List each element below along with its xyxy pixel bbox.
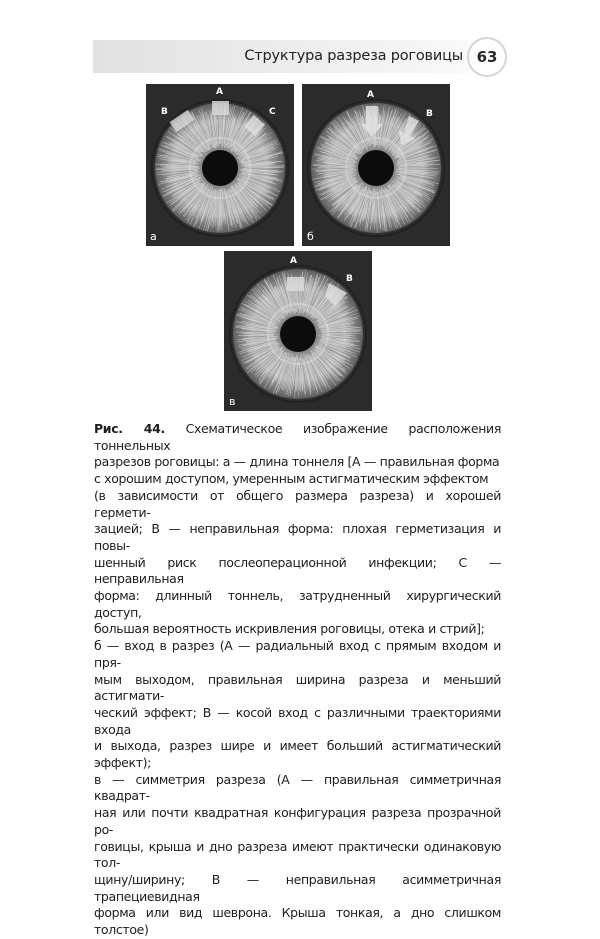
figure-panel-b — [302, 84, 450, 246]
running-title: Структура разреза роговицы — [244, 48, 463, 64]
panel-letter-c: в — [229, 395, 236, 408]
caption-text: Схематическое изображение расположения тоннельных разрезов роговицы: а — длина тоннеля [А — правильная форма с хорошим доступом, умеренным астигматическим эффектом (в зависимости от общего размера разреза) и хорошей гермети- зацией; В — неправильная форма: плохая герметизация и повы- шенный риск послеоперационной инфекции; С — неправильная форма: длинный тоннель, затрудненный хирургический доступ, большая вероятность искривления роговицы, отека и стрий]; б — вход в разрез (А — радиальный вход с прямым входом и пря- мым выходом, правильная ширина разреза и меньший астигмати- ческий эффект; В — косой вход с различными траекториями входа и выхода, разрез шире и имеет больший астигматический эффект); в — симметрия разреза (А — правильная симметричная квадрат- ная или почти квадратная конфигурация разреза прозрачной ро- говицы, крыша и дно разреза имеют практически одинаковую тол- щину/ширину; В — неправильная асимметричная трапециевидная форма или вид шеврона. Крыша тонкая, а дно слишком толстое) — [94, 421, 501, 938]
marker-label-a: A — [290, 256, 297, 266]
figure-reference: Рис. 44. — [94, 421, 165, 436]
page-number-badge — [467, 37, 507, 77]
marker-label-b: B — [161, 107, 168, 117]
running-header — [93, 40, 509, 73]
marker-a-square — [212, 101, 229, 115]
figure-panel-c — [224, 251, 372, 411]
marker-label-b: B — [426, 109, 433, 119]
figure-caption — [94, 421, 501, 939]
marker-label-a: A — [216, 87, 223, 97]
panel-letter-a: а — [150, 230, 157, 243]
marker-label-a: A — [367, 90, 374, 100]
marker-label-c: C — [269, 107, 276, 117]
page-number: 63 — [476, 48, 498, 66]
panel-letter-b: б — [307, 230, 314, 243]
marker-label-b: B — [346, 274, 353, 284]
figure-panel-a — [146, 84, 294, 246]
